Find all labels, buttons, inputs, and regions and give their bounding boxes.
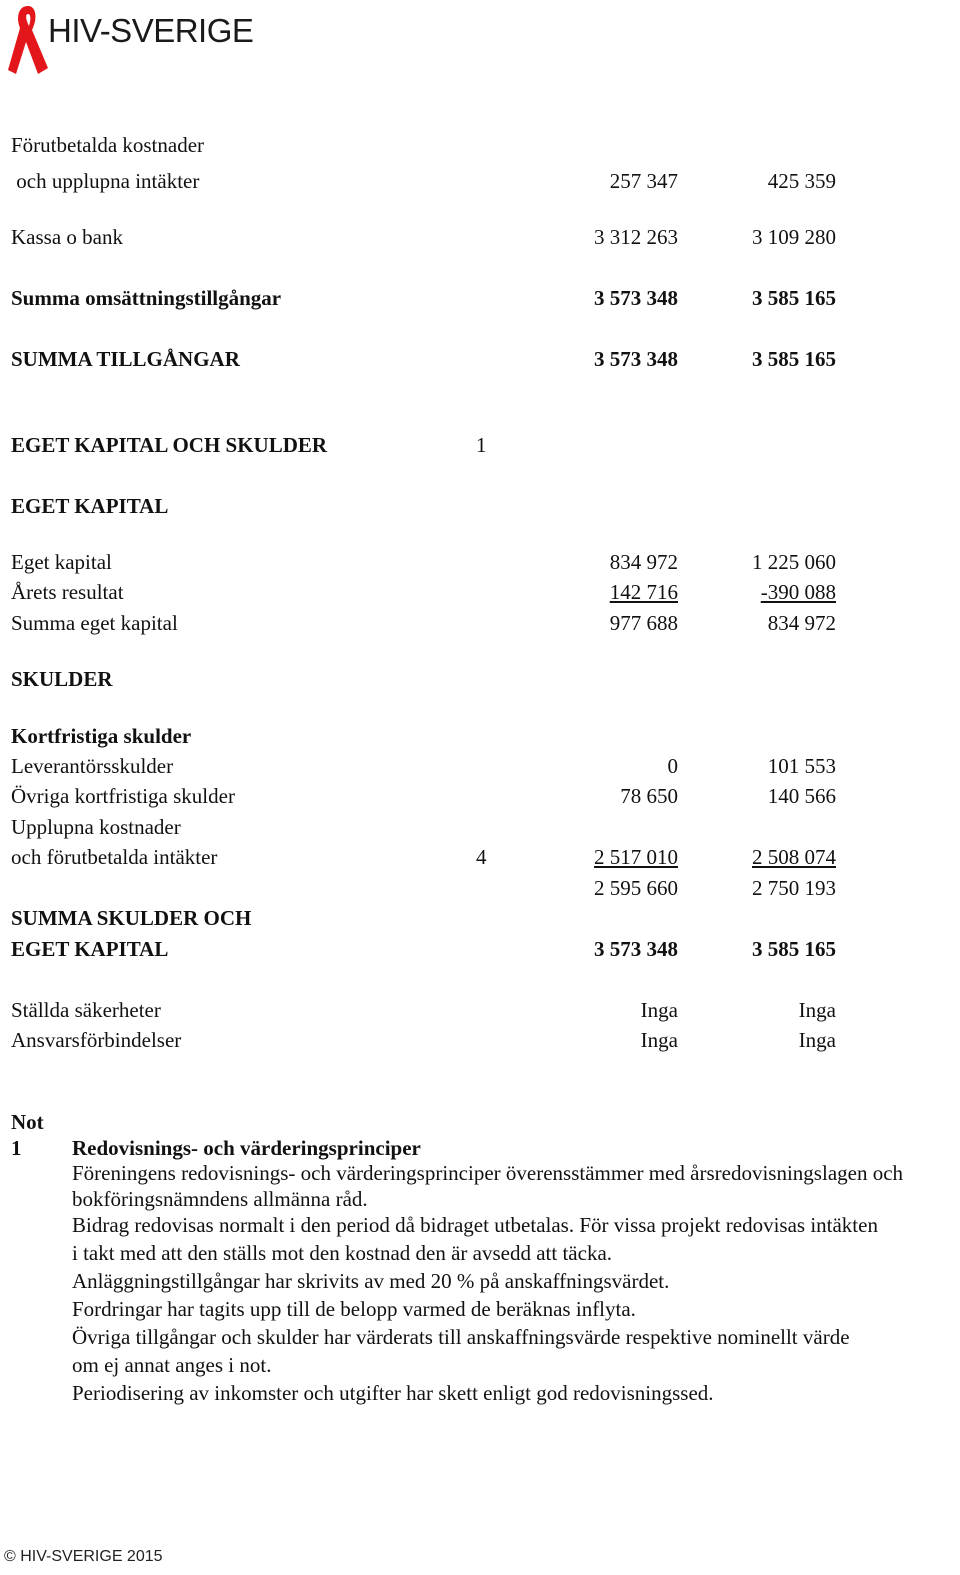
organization-logo [4, 2, 264, 78]
value-prior-forutbetalda: 425 359 [767, 169, 836, 193]
value-prior-ovriga-kortfristiga: 140 566 [767, 784, 836, 808]
row-label-ansvarsforbindelser: Ansvarsförbindelser [11, 1028, 182, 1052]
value-current-ovriga-kortfristiga: 78 650 [620, 784, 678, 808]
value-current-summa-tillgangar: 3 573 348 [594, 347, 678, 371]
row-label-arets-resultat: Årets resultat [11, 580, 124, 604]
value-prior-eget-kapital: 1 225 060 [752, 550, 836, 574]
row-label-upplupna: Upplupna kostnader [11, 815, 181, 839]
value-current-summa-omsattning: 3 573 348 [594, 286, 678, 310]
note-text-line: Föreningens redovisnings- och värderingsprinciper överensstämmer med årsredovisningslagen och [72, 1161, 904, 1185]
note-text-line: Periodisering av inkomster och utgifter har skett enligt god redovisningssed. [72, 1381, 714, 1405]
row-label-forutbetalda: Förutbetalda kostnader [11, 133, 205, 157]
section-heading-eget-kapital: EGET KAPITAL [11, 494, 169, 518]
row-label-summa-eget-kapital: Summa eget kapital [11, 611, 178, 635]
subheading-kortfristiga-skulder: Kortfristiga skulder [11, 724, 192, 748]
note-text-line: Anläggningstillgångar har skrivits av med 20 % på anskaffningsvärdet. [72, 1269, 670, 1293]
note-title: Redovisnings- och värderingsprinciper [72, 1136, 421, 1160]
value-current-ansvarsforbindelser: Inga [640, 1028, 678, 1052]
row-label-upplupna-cont: och förutbetalda intäkter [11, 845, 218, 869]
value-current-skulder-sum: 2 595 660 [594, 876, 678, 900]
value-current-leverantorsskulder: 0 [667, 754, 678, 778]
note-number: 1 [11, 1136, 22, 1160]
value-current-eget-kapital: 834 972 [609, 550, 678, 574]
value-prior-upplupna: 2 508 074 [752, 845, 836, 869]
value-current-kassa: 3 312 263 [594, 225, 678, 249]
value-current-summa-eget-kapital: 977 688 [609, 611, 678, 635]
notes-heading: Not [11, 1110, 44, 1134]
row-label-summa-tillgangar: SUMMA TILLGÅNGAR [11, 347, 240, 371]
value-current-upplupna: 2 517 010 [594, 845, 678, 869]
value-current-arets-resultat: 142 716 [609, 580, 678, 604]
note-reference: 1 [476, 433, 487, 457]
value-prior-summa-omsattning: 3 585 165 [752, 286, 836, 310]
note-text-line: Övriga tillgångar och skulder har värderats till anskaffningsvärde respektive nominellt värde [72, 1325, 850, 1349]
value-prior-ansvarsforbindelser: Inga [798, 1028, 836, 1052]
note-text-line: Bidrag redovisas normalt i den period då bidraget utbetalas. För vissa projekt redovisas intäkten [72, 1213, 878, 1237]
value-current-summa-skulder-ek: 3 573 348 [594, 937, 678, 961]
logo-text: HIV-SVERIGE [48, 12, 254, 49]
note-reference: 4 [476, 845, 487, 869]
red-ribbon-icon [4, 2, 54, 78]
row-label-summa-skulder-ek-cont: EGET KAPITAL [11, 937, 169, 961]
value-current-stallda-sakerheter: Inga [640, 998, 678, 1022]
row-label-forutbetalda-cont: och upplupna intäkter [11, 169, 200, 193]
row-label-leverantorsskulder: Leverantörsskulder [11, 754, 174, 778]
value-prior-leverantorsskulder: 101 553 [767, 754, 836, 778]
section-heading-eget-kapital-och-skulder: EGET KAPITAL OCH SKULDER [11, 433, 328, 457]
value-current-forutbetalda: 257 347 [609, 169, 678, 193]
value-prior-summa-eget-kapital: 834 972 [767, 611, 836, 635]
value-prior-summa-tillgangar: 3 585 165 [752, 347, 836, 371]
row-label-stallda-sakerheter: Ställda säkerheter [11, 998, 161, 1022]
row-label-eget-kapital: Eget kapital [11, 550, 112, 574]
note-text-line: i takt med att den ställs mot den kostnad den är avsedd att täcka. [72, 1241, 613, 1265]
row-label-summa-skulder-ek: SUMMA SKULDER OCH [11, 906, 252, 930]
section-heading-skulder: SKULDER [11, 667, 113, 691]
copyright-footer: © HIV-SVERIGE 2015 [4, 1548, 163, 1565]
row-label-kassa: Kassa o bank [11, 225, 123, 249]
value-prior-skulder-sum: 2 750 193 [752, 876, 836, 900]
value-prior-arets-resultat: -390 088 [760, 580, 836, 604]
row-label-ovriga-kortfristiga: Övriga kortfristiga skulder [11, 784, 235, 808]
note-text-line: Fordringar har tagits upp till de belopp varmed de beräknas inflyta. [72, 1297, 636, 1321]
row-label-summa-omsattning: Summa omsättningstillgångar [11, 286, 282, 310]
note-text-line: bokföringsnämndens allmänna råd. [72, 1187, 368, 1211]
value-prior-stallda-sakerheter: Inga [798, 998, 836, 1022]
note-text-line: om ej annat anges i not. [72, 1353, 272, 1377]
value-prior-summa-skulder-ek: 3 585 165 [752, 937, 836, 961]
value-prior-kassa: 3 109 280 [752, 225, 836, 249]
